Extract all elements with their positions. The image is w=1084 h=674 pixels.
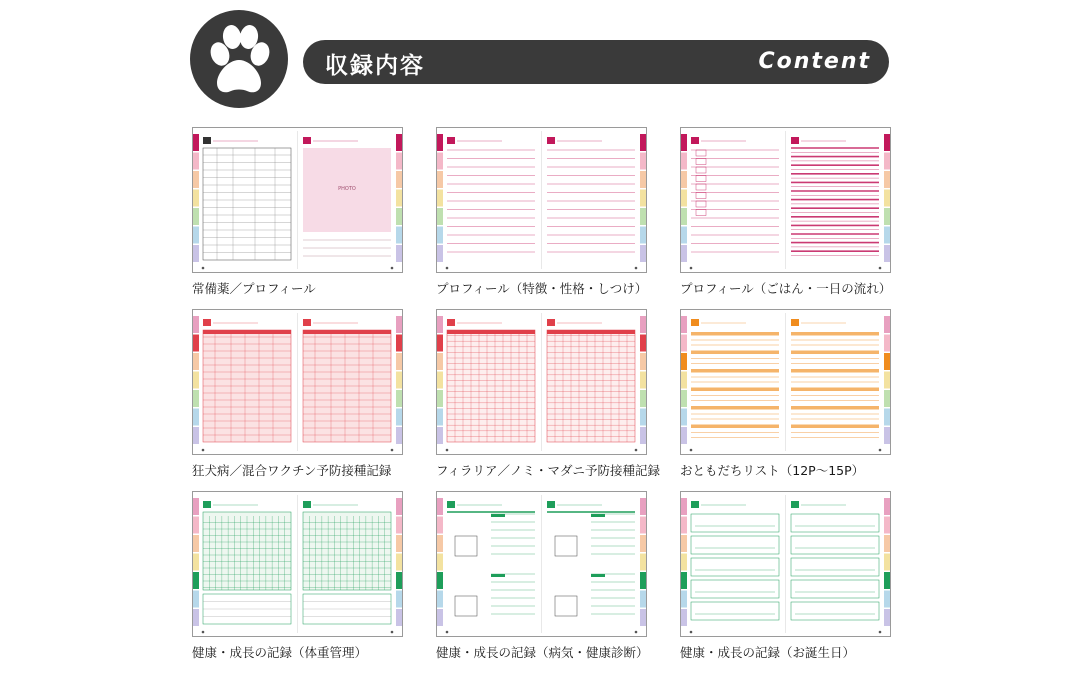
page-thumbnail bbox=[680, 127, 891, 273]
page-thumbnail bbox=[436, 127, 647, 273]
page-preview bbox=[193, 310, 402, 454]
page-caption: プロフィール（ごはん・一日の流れ） bbox=[680, 281, 892, 296]
page-thumbnail bbox=[680, 491, 891, 637]
page-caption: 健康・成長の記録（体重管理） bbox=[192, 645, 368, 660]
page-caption: フィラリア／ノミ・マダニ予防接種記録 bbox=[436, 463, 661, 478]
page-caption: 狂犬病／混合ワクチン予防接種記録 bbox=[192, 463, 392, 478]
page-thumbnail bbox=[192, 127, 403, 273]
page-caption: おともだちリスト（12P～15P） bbox=[680, 463, 865, 478]
page-caption: 健康・成長の記録（お誕生日） bbox=[680, 645, 856, 660]
page-preview bbox=[681, 128, 890, 272]
page-preview bbox=[437, 310, 646, 454]
section-subtitle-en: Content bbox=[758, 49, 871, 74]
section-banner bbox=[303, 40, 889, 84]
page-caption: 健康・成長の記録（病気・健康診断） bbox=[436, 645, 649, 660]
page-thumbnail bbox=[436, 491, 647, 637]
page-caption: 常備薬／プロフィール bbox=[192, 281, 316, 296]
page-preview bbox=[437, 128, 646, 272]
page-thumbnail bbox=[680, 309, 891, 455]
page-thumbnail bbox=[192, 309, 403, 455]
section-title: 収録内容 bbox=[325, 53, 425, 79]
paw-icon bbox=[190, 10, 288, 108]
page-thumbnail bbox=[436, 309, 647, 455]
photo-placeholder-label: PHOTO bbox=[338, 186, 356, 192]
page-preview bbox=[681, 492, 890, 636]
page-caption: プロフィール（特徴・性格・しつけ） bbox=[436, 281, 648, 296]
paw-logo bbox=[190, 10, 288, 108]
page-preview bbox=[193, 128, 402, 272]
page-thumbnail bbox=[192, 491, 403, 637]
page-preview bbox=[193, 492, 402, 636]
page-preview bbox=[437, 492, 646, 636]
page-preview bbox=[681, 310, 890, 454]
